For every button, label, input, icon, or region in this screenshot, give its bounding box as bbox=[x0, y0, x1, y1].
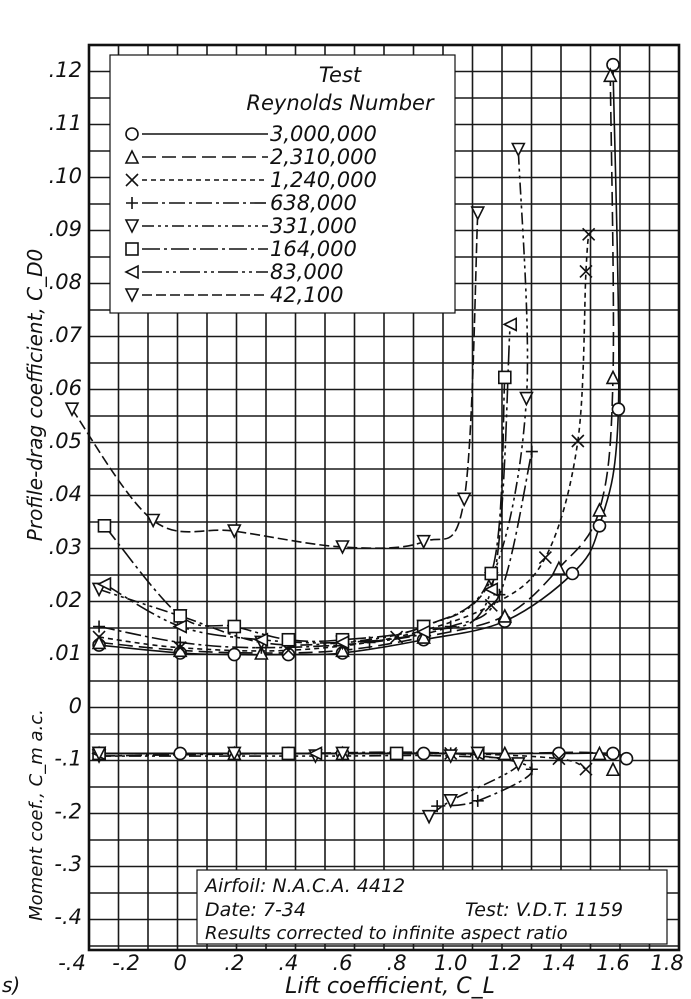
data-point bbox=[93, 621, 105, 633]
data-point bbox=[174, 636, 186, 648]
y-tick-label-drag: .06 bbox=[48, 376, 82, 400]
legend-label: 2,310,000 bbox=[270, 145, 377, 169]
data-point bbox=[174, 747, 186, 759]
x-tick-label: .2 bbox=[224, 951, 245, 975]
y-tick-label-drag: .02 bbox=[48, 588, 82, 612]
data-point bbox=[423, 811, 435, 823]
edge-fragment: s) bbox=[2, 973, 21, 997]
data-point bbox=[512, 144, 524, 156]
x-tick-label: -.2 bbox=[112, 951, 140, 975]
data-point bbox=[126, 243, 138, 255]
airfoil-label: Airfoil: N.A.C.A. 4412 bbox=[205, 875, 406, 897]
data-point bbox=[520, 393, 532, 405]
y-tick-label-drag: .04 bbox=[48, 482, 82, 506]
y-tick-label-drag: .05 bbox=[48, 429, 82, 453]
data-point bbox=[174, 610, 186, 622]
x-tick-label: 1.4 bbox=[542, 951, 576, 975]
legend-title-test: Test bbox=[318, 63, 362, 87]
date-label: Date: 7-34 bbox=[205, 899, 306, 921]
x-tick-label: .6 bbox=[332, 951, 353, 975]
y-tick-label-drag: .09 bbox=[48, 217, 82, 241]
data-point bbox=[472, 795, 484, 807]
y-tick-label-drag: .11 bbox=[48, 111, 82, 135]
data-point bbox=[126, 128, 138, 140]
y-tick-label-moment: -.3 bbox=[54, 852, 82, 877]
x-tick-label: .8 bbox=[386, 951, 407, 975]
data-point bbox=[485, 568, 497, 580]
legend-label: 331,000 bbox=[270, 214, 357, 238]
data-point bbox=[418, 536, 430, 548]
legend bbox=[110, 55, 455, 313]
test-info-box bbox=[197, 870, 667, 944]
legend-label: 1,240,000 bbox=[270, 168, 377, 192]
legend-title-reynolds: Reynolds Number bbox=[246, 91, 434, 115]
drag-curve bbox=[99, 452, 532, 648]
data-point bbox=[98, 520, 110, 532]
legend-label: 42,100 bbox=[270, 283, 344, 307]
data-point bbox=[228, 649, 240, 661]
data-point bbox=[418, 747, 430, 759]
y-tick-label-drag: 0 bbox=[68, 694, 82, 718]
data-point bbox=[621, 753, 633, 765]
data-point bbox=[499, 371, 511, 383]
y-axis-label-moment: Moment coef., C_m a.c. bbox=[26, 709, 47, 921]
data-point bbox=[228, 621, 240, 633]
data-point bbox=[607, 371, 619, 383]
legend-label: 164,000 bbox=[270, 237, 357, 261]
x-tick-label: 1.2 bbox=[488, 951, 522, 975]
data-point bbox=[66, 403, 78, 415]
x-tick-label: 0 bbox=[173, 951, 187, 975]
moment-curve bbox=[99, 755, 518, 816]
y-tick-label-drag: .10 bbox=[48, 164, 82, 188]
x-tick-label: .4 bbox=[278, 951, 299, 975]
y-tick-label-drag: .07 bbox=[48, 323, 82, 347]
test-id-label: Test: V.D.T. 1159 bbox=[465, 899, 624, 921]
y-tick-label-drag: .08 bbox=[48, 270, 82, 294]
y-tick-label-drag: .01 bbox=[48, 641, 82, 665]
drag-curve bbox=[104, 324, 510, 643]
x-axis-label: Lift coefficient, C_L bbox=[285, 974, 495, 999]
y-axis-label-drag: Profile-drag coefficient, C_D0 bbox=[23, 248, 47, 542]
data-point bbox=[526, 446, 538, 458]
data-point bbox=[458, 493, 470, 505]
data-point bbox=[472, 207, 484, 219]
y-tick-label-moment: -.2 bbox=[54, 799, 82, 824]
data-point bbox=[607, 59, 619, 71]
legend-label: 3,000,000 bbox=[270, 122, 377, 146]
results-note: Results corrected to infinite aspect ratio bbox=[205, 923, 568, 944]
x-tick-label: 1.8 bbox=[650, 951, 684, 975]
y-tick-label-moment: -.4 bbox=[54, 904, 82, 929]
data-point bbox=[391, 747, 403, 759]
data-point bbox=[526, 763, 538, 775]
x-tick-label: 1.6 bbox=[596, 951, 630, 975]
x-tick-label: -.4 bbox=[58, 951, 86, 975]
data-point bbox=[612, 403, 624, 415]
data-point bbox=[566, 568, 578, 580]
data-point bbox=[593, 520, 605, 532]
legend-label: 83,000 bbox=[270, 260, 344, 284]
data-point bbox=[147, 515, 159, 527]
x-tick-label: 1.0 bbox=[433, 951, 468, 975]
data-point bbox=[504, 318, 516, 330]
y-tick-label-drag: .12 bbox=[48, 58, 82, 82]
data-point bbox=[282, 747, 294, 759]
legend-label: 638,000 bbox=[270, 191, 357, 215]
data-point bbox=[445, 621, 457, 633]
y-tick-label-drag: .03 bbox=[48, 535, 82, 559]
data-point bbox=[607, 747, 619, 759]
data-point bbox=[539, 552, 551, 564]
data-point bbox=[607, 763, 619, 775]
y-tick-label-moment: -.1 bbox=[54, 746, 82, 771]
data-point bbox=[282, 634, 294, 646]
